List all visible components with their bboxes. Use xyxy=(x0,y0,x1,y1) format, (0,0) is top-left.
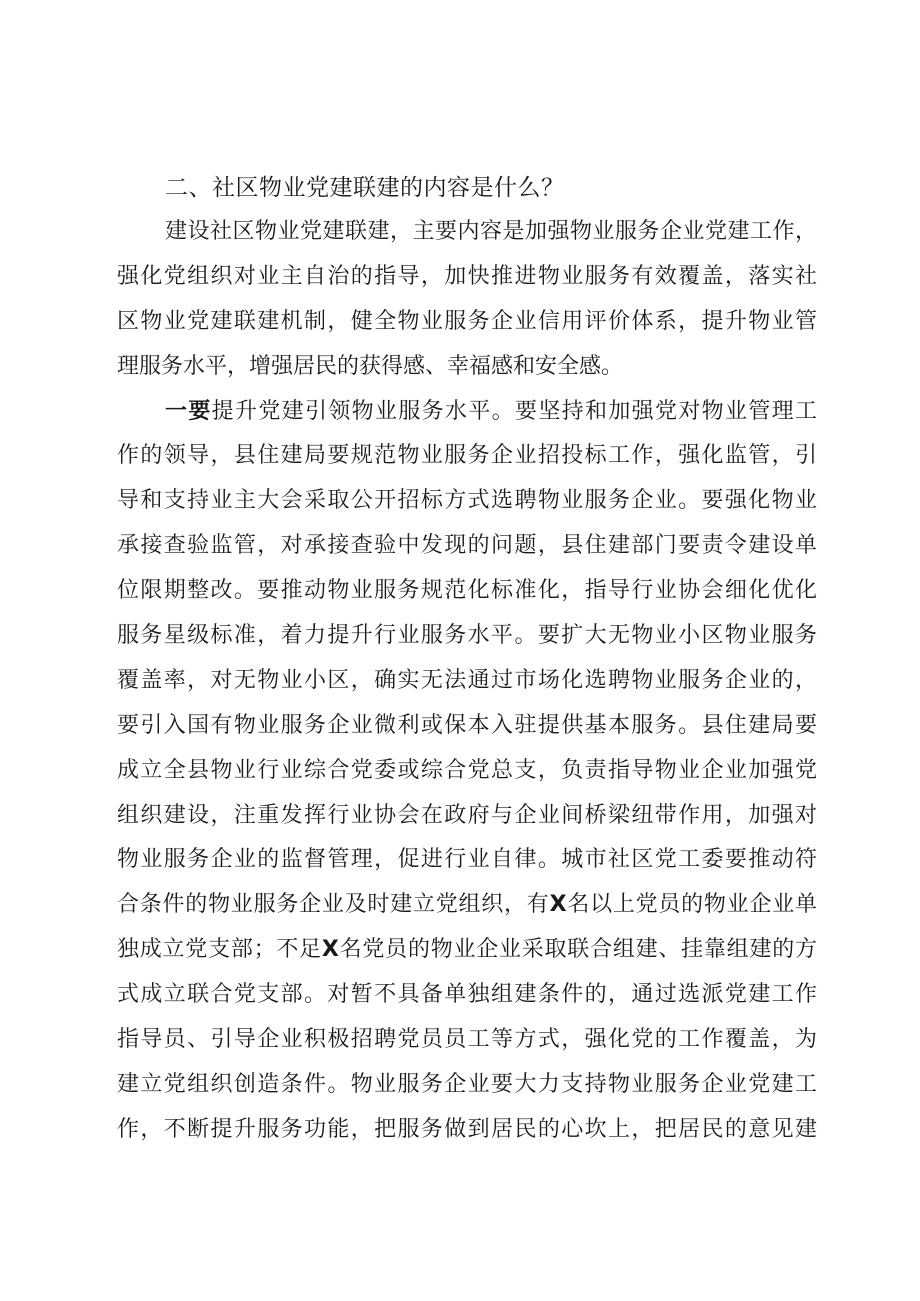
text-line xyxy=(117,883,817,928)
text-line xyxy=(117,928,817,973)
text-line: 物业服务企业的监督管理，促进行业自律。城市社区党工委要推动符 xyxy=(117,847,817,873)
section-heading: 二、社区物业党建联建的内容是什么？ xyxy=(165,175,565,201)
text-line: 导和支持业主大会采取公开招标方式选聘物业服务企业。要强化物业 xyxy=(117,488,817,514)
text-segment: 名党员的物业企业采取联合组建、挂靠组建的方 xyxy=(338,937,817,963)
document-body xyxy=(117,166,817,1153)
paragraph-first-requirement xyxy=(117,390,817,1153)
lead-bold-phrase: 一要 xyxy=(165,398,212,424)
text-line: 建立党组织创造条件。物业服务企业要大力支持物业服务企业党建工 xyxy=(117,1071,817,1097)
text-line-rest: 提升党建引领物业服务水平。要坚持和加强党对物业管理工 xyxy=(211,398,817,424)
text-segment: 名以上党员的物业企业单 xyxy=(566,892,817,918)
text-segment: 合条件的物业服务企业及时建立党组织，有 xyxy=(117,892,550,918)
text-line: 区物业党建联建机制，健全物业服务企业信用评价体系，提升物业管 xyxy=(117,308,817,334)
text-line: 作，不断提升服务功能，把服务做到居民的心坎上，把居民的意见建 xyxy=(117,1116,817,1142)
text-line: 成立全县物业行业综合党委或综合党总支，负责指导物业企业加强党 xyxy=(117,757,817,783)
text-segment: 独成立党支部；不足 xyxy=(117,937,322,963)
text-line: 组织建设，注重发挥行业协会在政府与企业间桥梁纽带作用，加强对 xyxy=(117,802,817,828)
text-line: 指导员、引导企业积极招聘党员员工等方式，强化党的工作覆盖，为 xyxy=(117,1027,817,1053)
text-line: 强化党组织对业主自治的指导，加快推进物业服务有效覆盖，落实社 xyxy=(117,263,817,289)
text-line: 理服务水平，增强居民的获得感、幸福感和安全感。 xyxy=(117,353,624,379)
text-line: 式成立联合党支部。对暂不具备单独组建条件的，通过选派党建工作 xyxy=(117,982,817,1008)
placeholder-x: X xyxy=(321,937,339,963)
text-line: 作的领导，县住建局要规范物业服务企业招投标工作，强化监管，引 xyxy=(117,443,817,469)
paragraph-intro xyxy=(117,210,817,390)
text-line: 服务星级标准，着力提升行业服务水平。要扩大无物业小区物业服务 xyxy=(117,623,817,649)
text-line: 建设社区物业党建联建，主要内容是加强物业服务企业党建工作， xyxy=(165,219,817,244)
text-line: 覆盖率，对无物业小区，确实无法通过市场化选聘物业服务企业的， xyxy=(117,667,817,693)
text-line: 承接查验监管，对承接查验中发现的问题，县住建部门要责令建设单 xyxy=(117,533,817,559)
text-line: 位限期整改。要推动物业服务规范化标准化，指导行业协会细化优化 xyxy=(117,578,817,604)
placeholder-x: X xyxy=(549,892,567,918)
text-line xyxy=(165,390,817,435)
text-line: 要引入国有物业服务企业微利或保本入驻提供基本服务。县住建局要 xyxy=(117,712,817,738)
